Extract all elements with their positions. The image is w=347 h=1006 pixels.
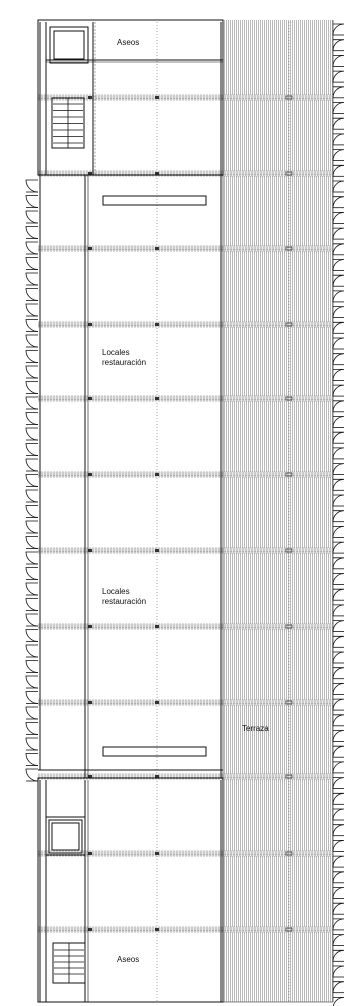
door-swing-right <box>333 840 344 851</box>
door-swing-right <box>333 731 344 742</box>
column-marker <box>155 473 159 476</box>
door-swing-right <box>333 935 344 946</box>
column-marker <box>155 247 159 250</box>
column-marker <box>88 549 92 552</box>
room-label-aseos-top: Aseos <box>117 38 140 47</box>
door-swing-right <box>333 793 344 804</box>
top-lift-box <box>50 27 88 63</box>
door-swing-right <box>333 526 344 537</box>
door-swing-left <box>26 707 38 719</box>
door-swing-right <box>333 542 344 553</box>
door-swing-right <box>333 699 344 710</box>
door-swing-right <box>333 589 344 600</box>
door-swing-left <box>26 599 38 611</box>
column-marker <box>155 928 159 931</box>
door-swing-right <box>333 228 344 239</box>
door-swing-left <box>26 320 38 332</box>
column-marker <box>155 701 159 704</box>
column-marker <box>88 701 92 704</box>
door-swing-right <box>333 275 344 286</box>
door-swing-right <box>333 888 344 899</box>
door-swing-right <box>333 605 344 616</box>
door-swing-left <box>26 351 38 363</box>
door-swing-right <box>333 369 344 380</box>
door-swing-left <box>26 583 38 595</box>
room-label-aseos-bottom: Aseos <box>117 955 140 964</box>
room-label-locales-2-line2: restauración <box>102 597 147 606</box>
bottom-lift-box <box>49 820 82 853</box>
door-swing-right <box>333 621 344 632</box>
door-swing-right <box>333 574 344 585</box>
door-swing-right <box>333 495 344 506</box>
door-swing-left <box>26 723 38 735</box>
door-swing-right <box>333 134 344 145</box>
column-marker <box>88 928 92 931</box>
room-label-locales-2-line1: Locales <box>102 587 130 596</box>
door-swing-right <box>333 511 344 522</box>
door-swing-right <box>333 87 344 98</box>
door-swing-right <box>333 715 344 726</box>
door-swing-right <box>333 354 344 365</box>
door-swing-right <box>333 778 344 789</box>
column-marker <box>88 323 92 326</box>
door-swing-left <box>26 552 38 564</box>
column-marker <box>155 625 159 628</box>
door-swing-left <box>26 630 38 642</box>
door-swing-right <box>333 982 344 993</box>
door-swing-right <box>333 307 344 318</box>
door-swing-right <box>333 950 344 961</box>
door-swing-right <box>333 417 344 428</box>
counter-top <box>103 196 206 205</box>
door-swing-right <box>333 856 344 867</box>
door-swing-left <box>26 521 38 533</box>
door-swing-left <box>26 459 38 471</box>
door-swing-right <box>333 55 344 66</box>
door-swing-right <box>333 432 344 443</box>
door-swing-left <box>26 754 38 766</box>
room-label-locales-1-line2: restauración <box>102 358 147 367</box>
door-swing-left <box>26 227 38 239</box>
door-swing-right <box>333 652 344 663</box>
column-marker <box>155 397 159 400</box>
right-door-swings <box>333 24 344 1006</box>
counter-bottom <box>103 747 206 756</box>
door-swing-left <box>26 475 38 487</box>
door-swing-right <box>333 322 344 333</box>
left-door-swings <box>26 180 38 781</box>
door-swing-right <box>333 165 344 176</box>
column-marker <box>88 247 92 250</box>
door-swing-left <box>26 397 38 409</box>
column-marker <box>155 549 159 552</box>
door-swing-left <box>26 196 38 208</box>
door-swing-right <box>333 24 344 35</box>
door-swing-left <box>26 506 38 518</box>
door-swing-left <box>26 366 38 378</box>
door-swing-left <box>26 676 38 688</box>
bottom-block-outline <box>38 778 223 1002</box>
door-swing-right <box>333 40 344 51</box>
column-marker <box>88 473 92 476</box>
door-swing-left <box>26 211 38 223</box>
door-swing-left <box>26 382 38 394</box>
door-swing-right <box>333 997 344 1006</box>
door-swing-right <box>333 809 344 820</box>
door-swing-right <box>333 668 344 679</box>
door-swing-left <box>26 444 38 456</box>
door-swing-left <box>26 242 38 254</box>
door-swing-right <box>333 244 344 255</box>
door-swing-left <box>26 661 38 673</box>
door-swing-left <box>26 428 38 440</box>
door-swing-right <box>333 903 344 914</box>
door-swing-left <box>26 180 38 192</box>
door-swing-right <box>333 966 344 977</box>
door-swing-right <box>333 71 344 82</box>
door-swing-right <box>333 448 344 459</box>
door-swing-right <box>333 919 344 930</box>
door-swing-right <box>333 197 344 208</box>
door-swing-left <box>26 304 38 316</box>
door-swing-right <box>333 558 344 569</box>
door-swing-left <box>26 769 38 781</box>
door-swing-right <box>333 636 344 647</box>
door-swing-right <box>333 464 344 475</box>
column-marker <box>155 323 159 326</box>
door-swing-right <box>333 762 344 773</box>
door-swing-right <box>333 260 344 271</box>
door-swing-right <box>333 746 344 757</box>
door-swing-left <box>26 537 38 549</box>
door-swing-right <box>333 479 344 490</box>
column-marker <box>88 96 92 99</box>
door-swing-left <box>26 413 38 425</box>
door-swing-right <box>333 872 344 883</box>
door-swing-left <box>26 614 38 626</box>
door-swing-right <box>333 103 344 114</box>
door-swing-left <box>26 738 38 750</box>
room-label-locales-1-line1: Locales <box>102 348 130 357</box>
door-swing-right <box>333 825 344 836</box>
column-marker <box>155 852 159 855</box>
door-swing-left <box>26 289 38 301</box>
door-swing-left <box>26 490 38 502</box>
door-swing-left <box>26 273 38 285</box>
area-label-terraza: Terraza <box>242 724 269 733</box>
door-swing-left <box>26 335 38 347</box>
door-swing-right <box>333 338 344 349</box>
column-marker <box>155 96 159 99</box>
door-swing-right <box>333 401 344 412</box>
door-swing-right <box>333 150 344 161</box>
door-swing-right <box>333 385 344 396</box>
door-swing-left <box>26 692 38 704</box>
column-marker <box>88 852 92 855</box>
door-swing-right <box>333 291 344 302</box>
door-swing-right <box>333 181 344 192</box>
column-marker <box>88 625 92 628</box>
door-swing-left <box>26 645 38 657</box>
door-swing-right <box>333 212 344 223</box>
column-marker <box>88 397 92 400</box>
door-swing-left <box>26 258 38 270</box>
door-swing-right <box>333 683 344 694</box>
door-swing-left <box>26 568 38 580</box>
door-swing-right <box>333 118 344 129</box>
